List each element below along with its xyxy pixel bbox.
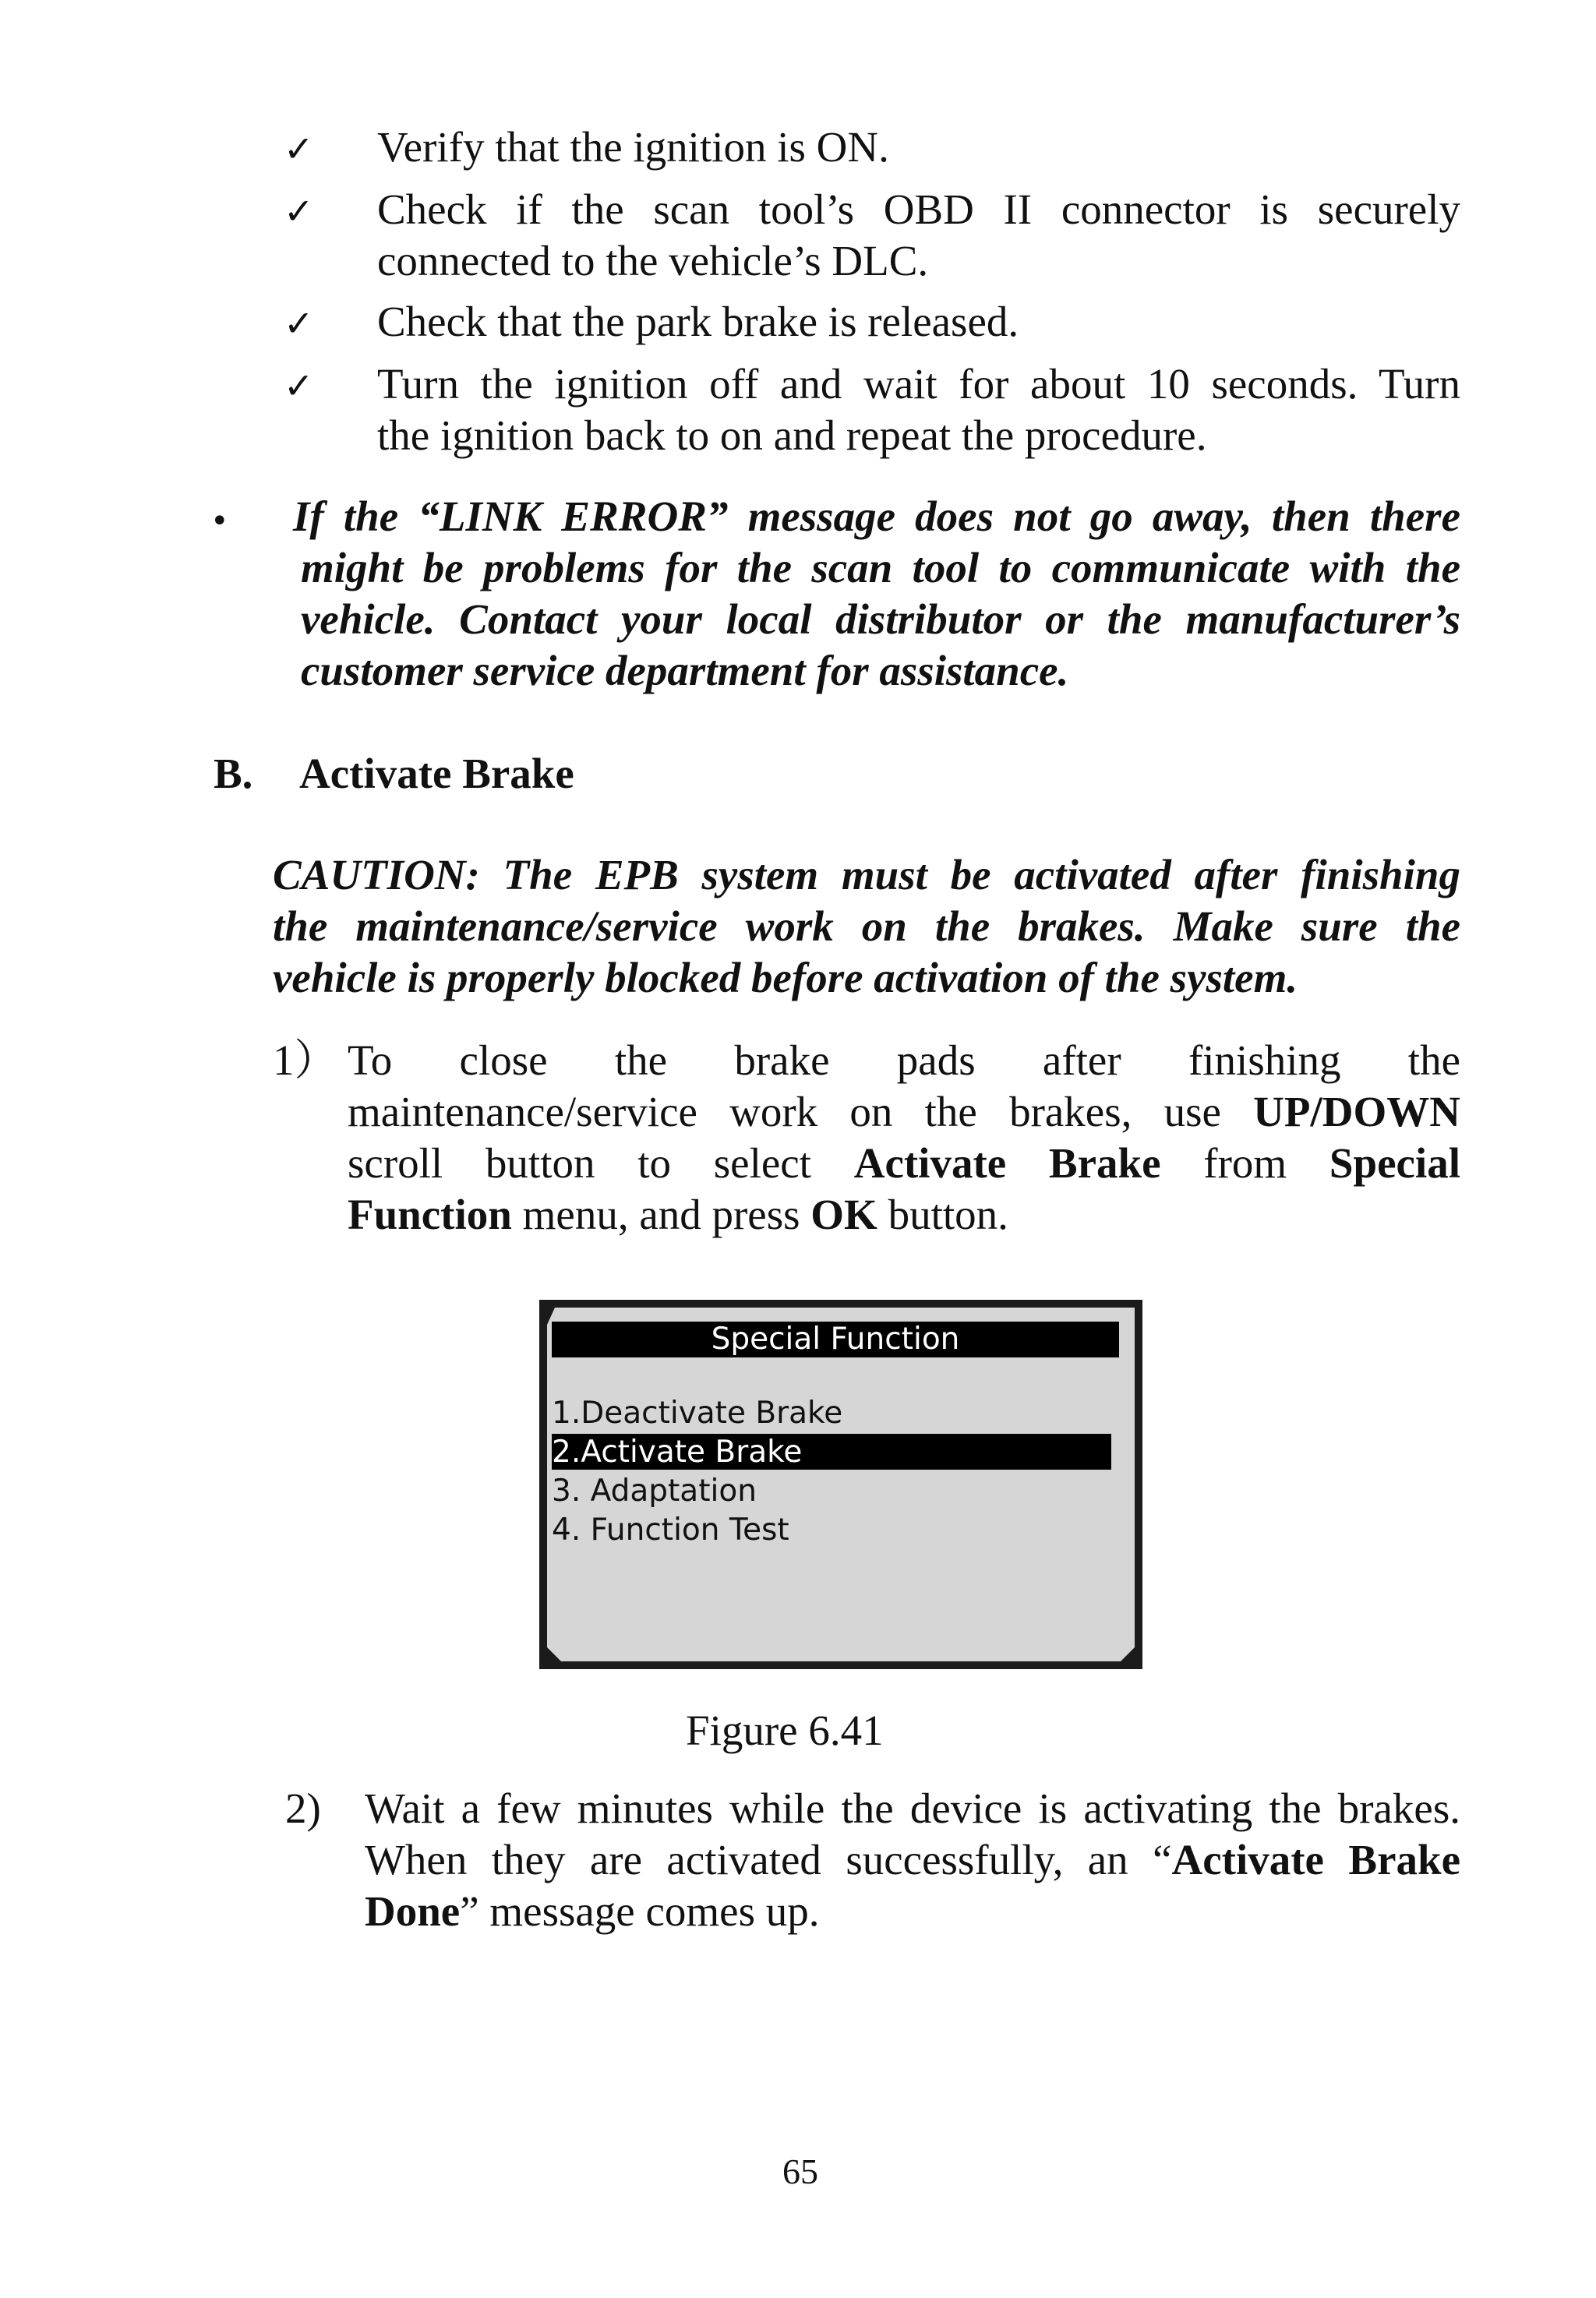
screen-display (547, 1308, 1135, 1661)
note-text: If the “LINK ERROR” message does not go away, then there (293, 492, 1460, 540)
checklist-item-text: Turn the ignition off and wait for about 10 seconds. Turn (377, 360, 1460, 408)
checkmark-icon: ✓ (284, 128, 314, 170)
step-text: When they are activated successfully, an “Activate Brake (365, 1836, 1460, 1883)
scan-tool-screen (539, 1300, 1142, 1669)
page-number: 65 (782, 2152, 818, 2191)
menu-item-adaptation[interactable]: 3. Adaptation (552, 1474, 757, 1509)
menu-item-activate-brake[interactable]: 2.Activate Brake (552, 1434, 1111, 1470)
checklist-item-text: Check that the park brake is released. (377, 298, 1019, 345)
step-text: scroll button to select Activate Brake from Special (348, 1139, 1460, 1187)
menu-item-deactivate-brake[interactable]: 1.Deactivate Brake (552, 1396, 843, 1431)
caution-text: vehicle is properly blocked before activation of the system. (273, 954, 1298, 1001)
note-text: vehicle. Contact your local distributor or the manufacturer’s (301, 595, 1460, 643)
checklist-item-text: Check if the scan tool’s OBD II connector is securely (377, 185, 1460, 233)
figure-caption: Figure 6.41 (686, 1707, 884, 1754)
checkmark-icon: ✓ (284, 190, 314, 232)
note-text: might be problems for the scan tool to communicate with the (301, 544, 1460, 591)
checklist-item-text: the ignition back to on and repeat the procedure. (377, 411, 1207, 459)
checkmark-icon: ✓ (284, 365, 314, 407)
caution-text: the maintenance/service work on the brakes. Make sure the (273, 902, 1460, 950)
checklist-item-text: connected to the vehicle’s DLC. (377, 237, 929, 284)
step-text: Done” message comes up. (365, 1887, 820, 1935)
checkmark-icon: ✓ (284, 302, 314, 344)
caution-text: CAUTION: The EPB system must be activated after finishing (273, 851, 1460, 898)
note-text: customer service department for assistance. (301, 647, 1069, 694)
screen-title: Special Function (552, 1322, 1119, 1357)
step-number: 2) (285, 1784, 321, 1832)
section-title: Activate Brake (299, 750, 574, 797)
bullet-icon: • (210, 503, 229, 539)
step-text: Function menu, and press OK button. (348, 1191, 1008, 1238)
menu-item-function-test[interactable]: 4. Function Test (552, 1513, 789, 1548)
checklist-item-text: Verify that the ignition is ON. (377, 123, 889, 171)
section-letter: B. (214, 750, 253, 797)
step-text: maintenance/service work on the brakes, use UP/DOWN (348, 1088, 1460, 1135)
step-number: 1） (273, 1036, 337, 1084)
step-text: To close the brake pads after finishing the (348, 1036, 1460, 1084)
step-text: Wait a few minutes while the device is activating the brakes. (365, 1784, 1460, 1832)
